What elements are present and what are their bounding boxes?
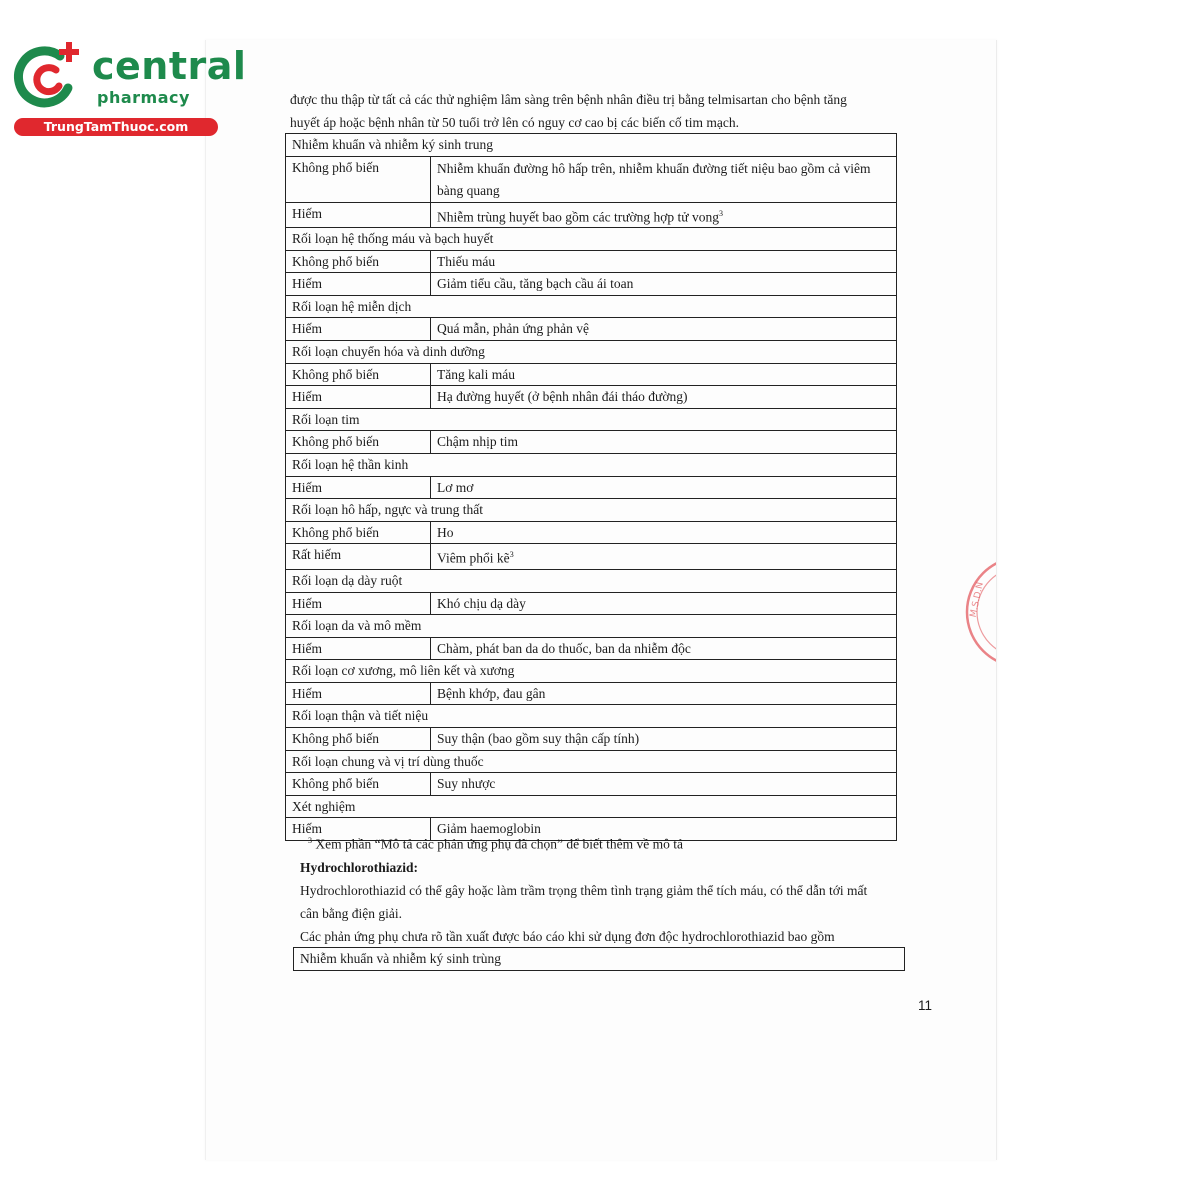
category-row [286,454,897,477]
table-row [286,273,897,296]
category-cell: Rối loạn thận và tiết niệu [286,705,897,728]
effect-cell [431,363,897,386]
effect-text: Khó chịu dạ dày [437,595,526,611]
category-cell: Rối loạn hệ miễn dịch [286,295,897,318]
effect-cell [431,202,897,228]
footnote-mark: 3 [509,550,514,560]
category-cell: Rối loạn hệ thống máu và bạch huyết [286,228,897,251]
effect-cell [431,592,897,615]
frequency-cell: Không phổ biến [286,431,431,454]
table-row [286,386,897,409]
effect-cell [431,476,897,499]
frequency-cell: Hiếm [286,318,431,341]
page-number: 11 [918,998,933,1013]
table-row [294,948,905,971]
effect-cell [431,156,897,202]
effect-cell [431,521,897,544]
hctz-line: Các phản ứng phụ chưa rõ tần xuất được báo cáo khi sử dụng đơn độc hydrochlorothiazid bao gồm [300,929,835,944]
footnote-text: Xem phần “Mô tả các phản ứng phụ đã chọn” để biết thêm về mô tả [312,836,683,852]
hctz-table [293,947,905,971]
hctz-line: cân bằng điện giải. [300,906,402,921]
table-row [286,156,897,202]
effect-text: Chàm, phát ban da do thuốc, ban da nhiễm độc [437,640,691,656]
footnote-mark: 3 [718,208,723,218]
effect-cell [431,318,897,341]
category-row [286,499,897,522]
effect-text: Quá mẫn, phản ứng phản vệ [437,321,590,337]
brand-url[interactable]: TrungTamThuoc.com [14,118,218,136]
table-row [286,592,897,615]
category-row [286,750,897,773]
section-heading: Hydrochlorothiazid: [300,860,419,875]
effect-cell [431,728,897,751]
table-row [286,544,897,570]
effect-text: Ho [437,524,454,540]
stamp-text: M.S.D.N [968,581,986,619]
effect-cell [431,637,897,660]
table-row [286,476,897,499]
frequency-cell: Không phổ biến [286,521,431,544]
table-row [286,363,897,386]
effect-text: Thiếu máu [437,253,496,269]
table-row [286,521,897,544]
frequency-cell: Không phổ biến [286,250,431,273]
effect-text: Giảm tiểu cầu, tăng bạch cầu ái toan [437,276,634,292]
frequency-cell: Hiếm [286,637,431,660]
frequency-cell: Hiếm [286,682,431,705]
frequency-cell: Hiếm [286,273,431,296]
hctz-line: Hydrochlorothiazid có thể gây hoặc làm trầm trọng thêm tình trạng giảm thể tích máu, có thể dẫn tới mất [300,883,868,898]
pharmacy-cross-logo-icon [10,36,90,116]
effect-text: Viêm phổi kẽ [437,550,510,566]
effect-text: Nhiễm khuẩn đường hô hấp trên, nhiễm khuẩn đường tiết niệu bao gồm cả viêm bàng quang [437,160,871,198]
category-row [286,295,897,318]
intro-line: huyết áp hoặc bệnh nhân từ 50 tuổi trở lên có nguy cơ cao bị các biến cố tim mạch. [290,115,739,130]
effect-text: Hạ đường huyết (ở bệnh nhân đái tháo đường) [437,389,688,405]
footnote-mark: 3 [308,836,312,845]
category-row [286,660,897,683]
category-cell: Nhiễm khuẩn và nhiễm ký sinh trùng [294,948,905,971]
effect-text: Giảm haemoglobin [437,821,541,837]
frequency-cell: Hiếm [286,818,431,841]
effect-text: Bệnh khớp, đau gân [437,685,546,701]
frequency-cell: Rất hiếm [286,544,431,570]
frequency-cell: Không phổ biến [286,156,431,202]
frequency-cell: Hiếm [286,386,431,409]
frequency-cell: Hiếm [286,202,431,228]
frequency-cell: Không phổ biến [286,728,431,751]
table-row [286,637,897,660]
category-row [286,408,897,431]
category-row [286,705,897,728]
table-row [286,682,897,705]
category-cell: Rối loạn cơ xương, mô liên kết và xương [286,660,897,683]
effect-text: Lơ mơ [437,479,474,495]
frequency-cell: Không phổ biến [286,363,431,386]
footnote [308,836,683,853]
effect-cell [431,250,897,273]
effect-cell [431,544,897,570]
effect-text: Suy nhược [437,776,496,792]
category-row [286,569,897,592]
effect-text: Nhiễm trùng huyết bao gồm các trường hợp tử vong [437,209,719,225]
frequency-cell: Không phổ biến [286,773,431,796]
category-cell: Rối loạn chung và vị trí dùng thuốc [286,750,897,773]
effect-cell [431,431,897,454]
category-cell: Xét nghiệm [286,795,897,818]
category-row [286,615,897,638]
category-cell: Rối loạn tim [286,408,897,431]
effect-cell [431,386,897,409]
brand-name: central [92,44,247,88]
category-cell: Rối loạn da và mô mềm [286,615,897,638]
effect-cell [431,273,897,296]
intro-paragraph [290,88,926,134]
table-row [286,773,897,796]
table-row [286,728,897,751]
effect-text: Chậm nhịp tim [437,434,518,450]
official-stamp-icon [960,555,996,670]
frequency-cell: Hiếm [286,592,431,615]
adverse-reactions-table [285,133,897,841]
table-row [286,318,897,341]
table-row [286,250,897,273]
frequency-cell: Hiếm [286,476,431,499]
category-cell: Nhiễm khuẩn và nhiễm ký sinh trung [286,134,897,157]
table-row [286,431,897,454]
brand-subtitle: pharmacy [97,88,190,107]
category-row [286,134,897,157]
category-cell: Rối loạn chuyển hóa và dinh dưỡng [286,341,897,364]
category-cell: Rối loạn dạ dày ruột [286,569,897,592]
brand-logo[interactable] [8,34,247,144]
effect-text: Suy thận (bao gồm suy thận cấp tính) [437,731,640,747]
effect-cell [431,773,897,796]
category-row [286,341,897,364]
category-cell: Rối loạn hệ thần kinh [286,454,897,477]
category-row [286,228,897,251]
intro-line: được thu thập từ tất cả các thử nghiệm lâm sàng trên bệnh nhân điều trị bằng telmisartan cho bệnh tăng [290,92,847,107]
hctz-paragraph [300,879,934,948]
category-cell: Rối loạn hô hấp, ngực và trung thất [286,499,897,522]
effect-cell [431,682,897,705]
effect-text: Tăng kali máu [437,366,515,382]
table-row [286,202,897,228]
category-row [286,795,897,818]
